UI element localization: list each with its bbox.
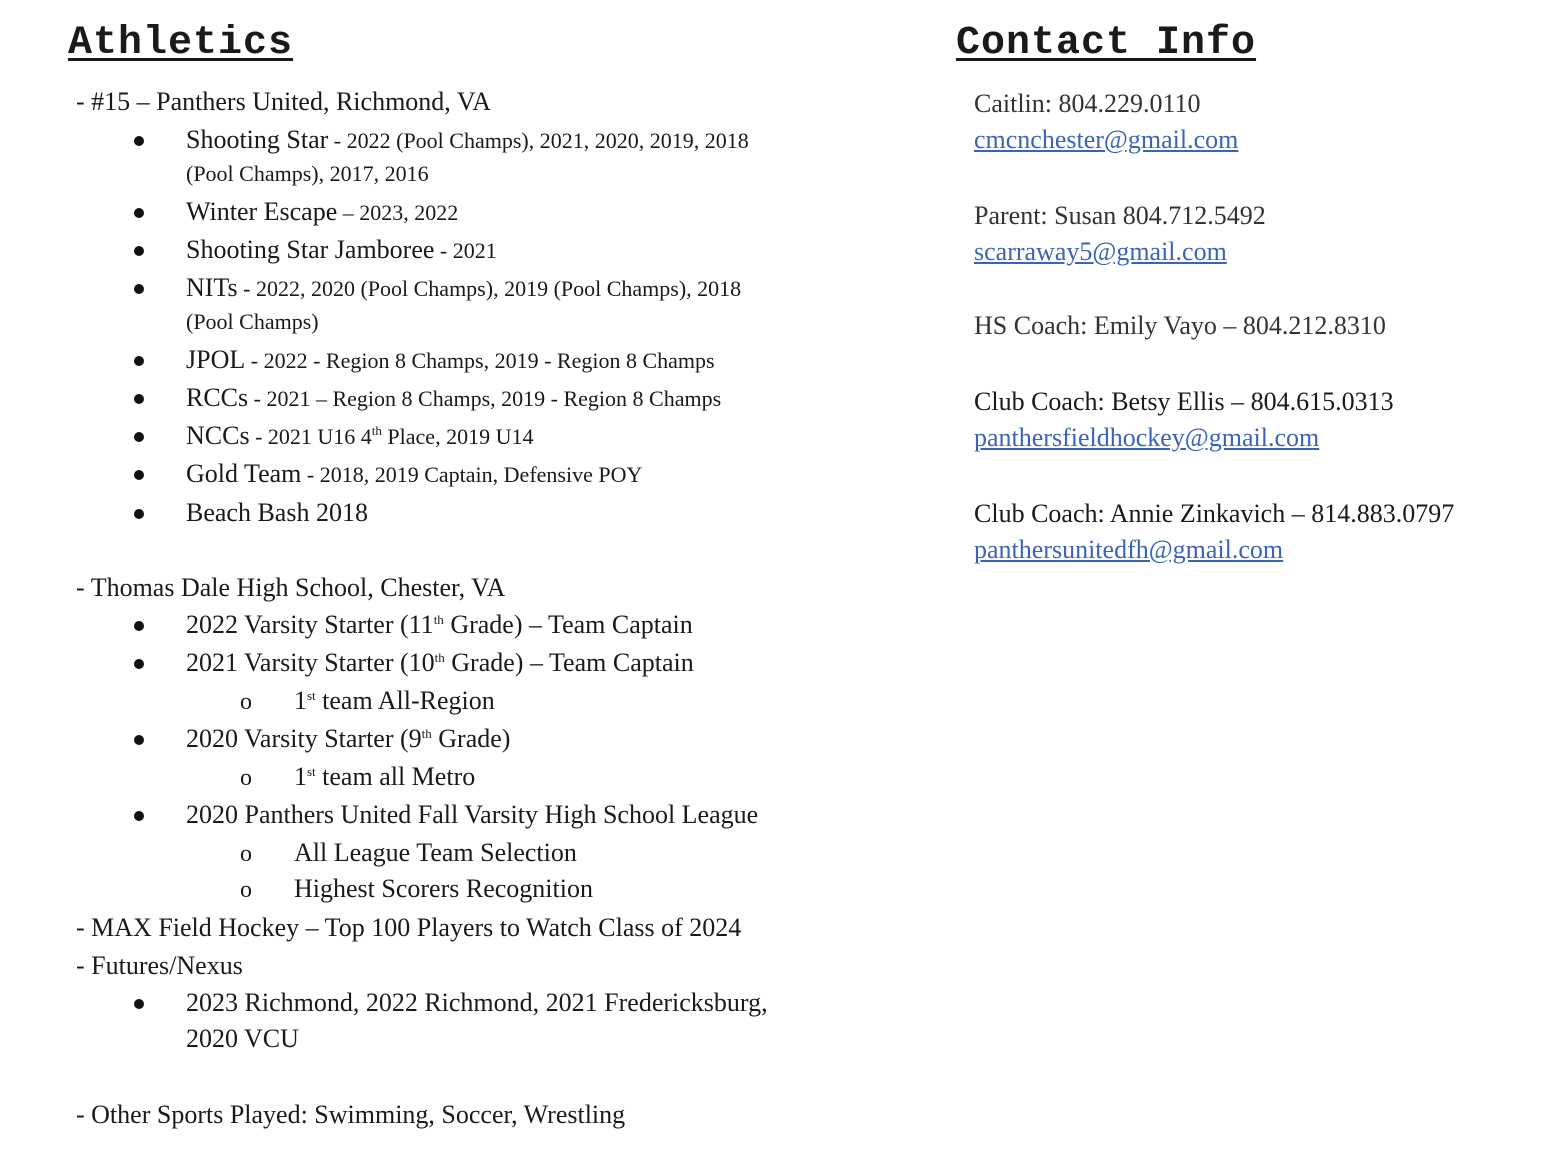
list-item: RCCs - 2021 – Region 8 Champs, 2019 - Region 8 Champs (186, 383, 722, 412)
club-team-line: - #15 – Panthers United, Richmond, VA (76, 87, 492, 116)
caitlin-phone: Caitlin: 804.229.0110 (974, 89, 1201, 118)
sub-list-item: All League Team Selection (294, 838, 577, 867)
club-coach-1-email-link[interactable]: panthersfieldhockey@gmail.com (974, 423, 1320, 452)
contact-heading: Contact Info (956, 21, 1257, 66)
bullet-icon (132, 420, 146, 434)
club-coach-2-phone: Club Coach: Annie Zinkavich – 814.883.0797 (974, 499, 1455, 528)
bullet-icon (132, 344, 146, 358)
list-item: NITs - 2022, 2020 (Pool Champs), 2019 (Pool Champs), 2018 (186, 273, 742, 302)
list-item: Shooting Star Jamboree - 2021 (186, 235, 497, 264)
bullet-icon (132, 799, 146, 813)
sub-bullet-marker: o (240, 765, 252, 791)
sub-bullet-marker: o (240, 689, 252, 715)
list-item: 2020 Varsity Starter (9th Grade) (186, 724, 511, 753)
bullet-icon (132, 497, 146, 511)
list-item: Beach Bash 2018 (186, 498, 368, 527)
sub-list-item: Highest Scorers Recognition (294, 874, 593, 903)
list-item: Shooting Star - 2022 (Pool Champs), 2021, 2020, 2019, 2018 (186, 125, 749, 154)
sub-bullet-marker: o (240, 877, 252, 903)
high-school-line: - Thomas Dale High School, Chester, VA (76, 573, 506, 602)
sub-list-item: 1st team all Metro (294, 762, 476, 791)
list-item: 2023 Richmond, 2022 Richmond, 2021 Fredericksburg, (186, 988, 768, 1017)
bullet-icon (132, 234, 146, 248)
list-item: NCCs - 2021 U16 4th Place, 2019 U14 (186, 421, 534, 450)
club-coach-1-phone: Club Coach: Betsy Ellis – 804.615.0313 (974, 387, 1394, 416)
parent-email-link[interactable]: scarraway5@gmail.com (974, 237, 1227, 266)
bullet-icon (132, 609, 146, 623)
athletics-section (76, 0, 836, 1158)
list-item-continuation: (Pool Champs) (186, 309, 319, 334)
bullet-icon (132, 272, 146, 286)
athletics-heading: Athletics (68, 21, 294, 66)
caitlin-email-link[interactable]: cmcnchester@gmail.com (974, 125, 1239, 154)
list-item: 2021 Varsity Starter (10th Grade) – Team Captain (186, 648, 694, 677)
parent-phone: Parent: Susan 804.712.5492 (974, 201, 1266, 230)
other-sports-line: - Other Sports Played: Swimming, Soccer, Wrestling (76, 1100, 626, 1129)
list-item-continuation: (Pool Champs), 2017, 2016 (186, 161, 429, 186)
sub-list-item: 1st team All-Region (294, 686, 495, 715)
bullet-icon (132, 382, 146, 396)
sub-bullet-marker: o (240, 841, 252, 867)
list-item: 2022 Varsity Starter (11th Grade) – Team Captain (186, 610, 693, 639)
list-item: Gold Team - 2018, 2019 Captain, Defensive POY (186, 459, 643, 488)
list-item: Winter Escape – 2023, 2022 (186, 197, 459, 226)
hs-coach-phone: HS Coach: Emily Vayo – 804.212.8310 (974, 311, 1386, 340)
club-coach-2-email-link[interactable]: panthersunitedfh@gmail.com (974, 535, 1284, 564)
max-field-hockey-line: - MAX Field Hockey – Top 100 Players to Watch Class of 2024 (76, 913, 742, 942)
futures-nexus-line: - Futures/Nexus (76, 951, 243, 980)
list-item-continuation: 2020 VCU (186, 1024, 299, 1053)
list-item: 2020 Panthers United Fall Varsity High School League (186, 800, 759, 829)
bullet-icon (132, 124, 146, 138)
list-item: JPOL - 2022 - Region 8 Champs, 2019 - Region 8 Champs (186, 345, 715, 374)
bullet-icon (132, 723, 146, 737)
bullet-icon (132, 458, 146, 472)
bullet-icon (132, 647, 146, 661)
bullet-icon (132, 987, 146, 1001)
bullet-icon (132, 196, 146, 210)
